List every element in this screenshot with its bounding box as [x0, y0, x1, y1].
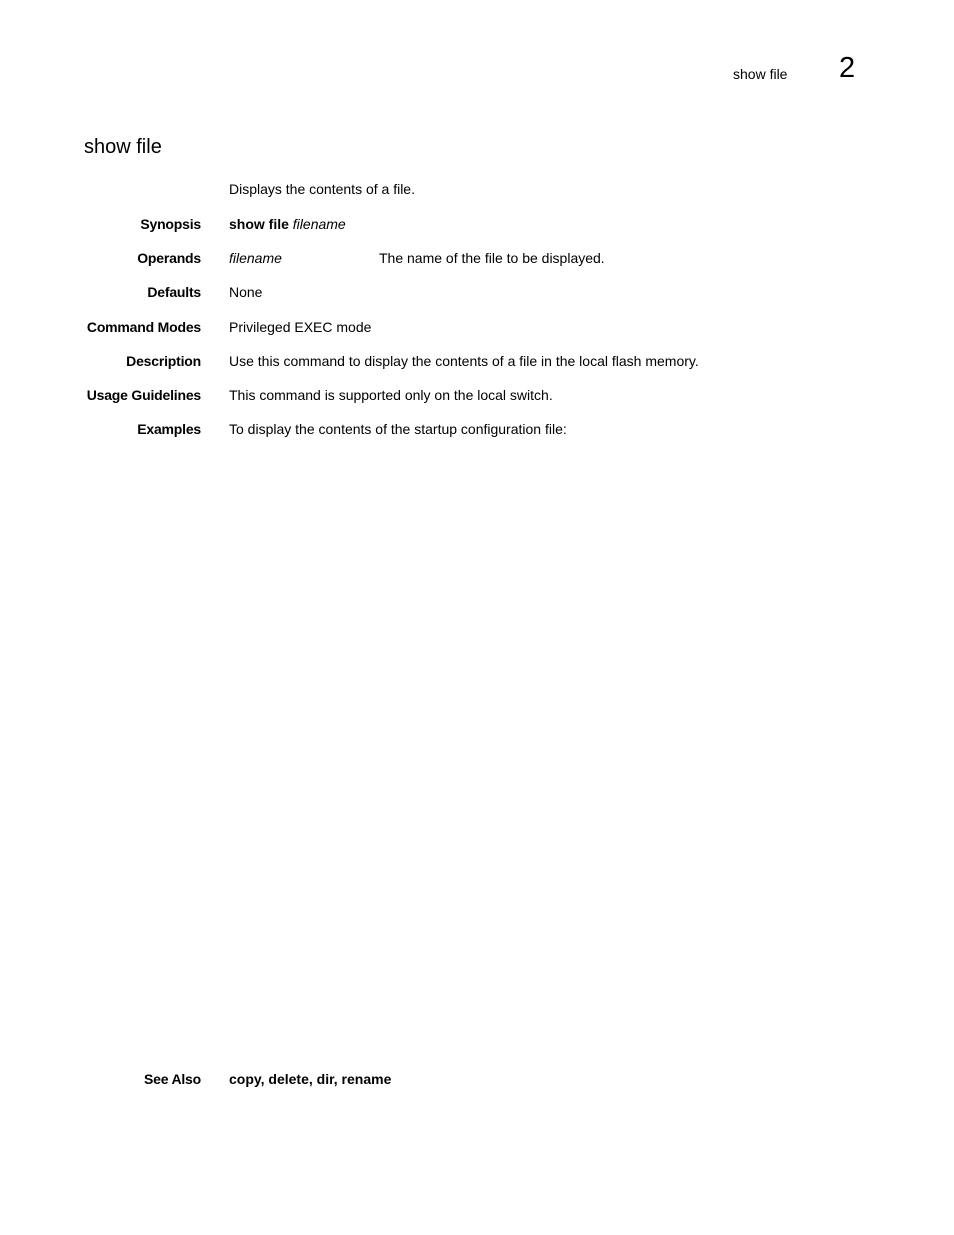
see-also-links: copy, delete, dir, rename [229, 1071, 392, 1087]
command-modes-value: Privileged EXEC mode [229, 319, 372, 335]
description-value: Use this command to display the contents of a file in the local flash memory. [229, 353, 699, 369]
usage-guidelines-label: Usage Guidelines [86, 387, 201, 403]
running-header-title: show file [733, 66, 788, 82]
defaults-value: None [229, 284, 263, 300]
examples-value: To display the contents of the startup configuration file: [229, 421, 567, 437]
synopsis-value [229, 216, 346, 232]
description-label: Description [126, 353, 201, 369]
see-also-label: See Also [143, 1071, 201, 1087]
synopsis-row [0, 216, 954, 236]
defaults-row [0, 284, 954, 304]
defaults-label: Defaults [147, 284, 201, 300]
operand-description: The name of the file to be displayed. [379, 250, 605, 266]
description-row [0, 353, 954, 373]
synopsis-command: show file [229, 216, 289, 232]
usage-guidelines-value: This command is supported only on the local switch. [229, 387, 553, 403]
chapter-number: 2 [839, 52, 856, 84]
examples-label: Examples [137, 421, 201, 437]
operands-row [0, 250, 954, 270]
command-modes-row [0, 319, 954, 339]
see-also-row [0, 1071, 954, 1091]
examples-row [0, 421, 954, 441]
operands-label: Operands [137, 250, 201, 266]
synopsis-label: Synopsis [140, 216, 201, 232]
command-modes-label: Command Modes [86, 319, 201, 335]
page-title: show file [84, 136, 162, 158]
synopsis-argument: filename [292, 216, 346, 232]
usage-guidelines-row [0, 387, 954, 407]
command-summary: Displays the contents of a file. [229, 181, 415, 197]
operand-name: filename [229, 250, 282, 266]
